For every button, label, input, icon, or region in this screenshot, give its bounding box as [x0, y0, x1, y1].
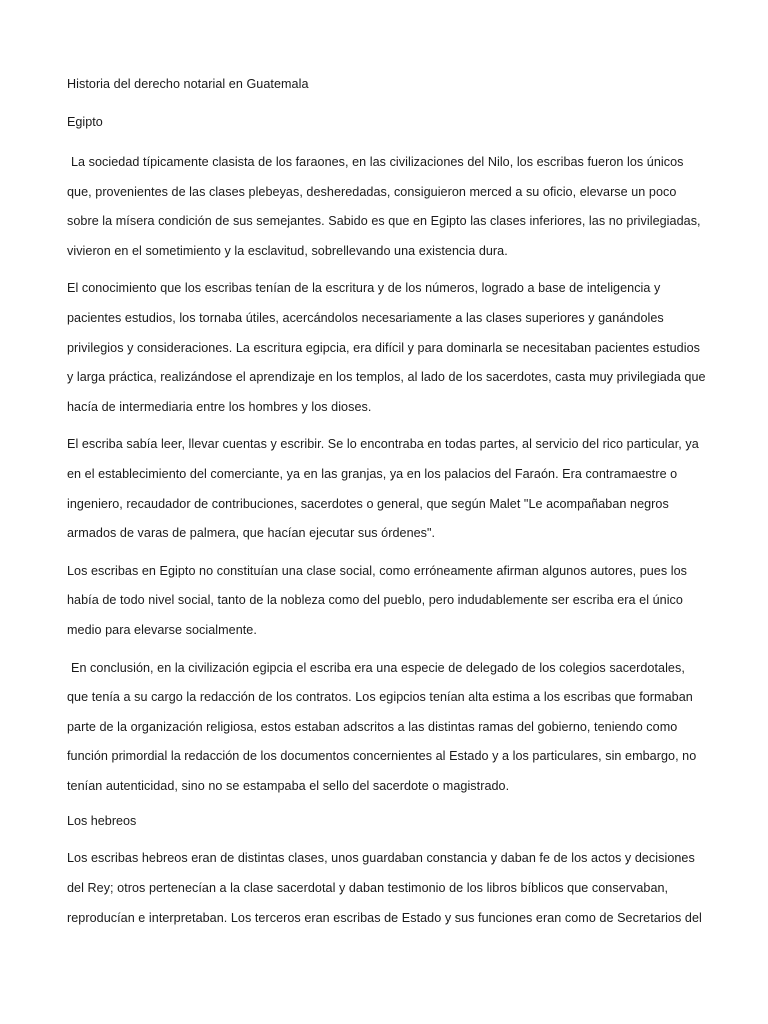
- section-heading-egipto: Egipto: [67, 115, 103, 129]
- paragraph: El escriba sabía leer, llevar cuentas y escribir. Se lo encontraba en todas partes, al servicio del rico particular, ya en el establecimiento del comerciante, ya en las granjas, ya en los palacios del Faraón. Era contramaestre o ingeniero, recaudador de contribuciones, sacerdotes o general, que según Malet "Le acompañaban negros armados de varas de palmera, que hacían ejecutar sus órdenes".: [67, 437, 699, 541]
- paragraph: El conocimiento que los escribas tenían de la escritura y de los números, logrado a base de inteligencia y pacientes estudios, los tornaba útiles, acercándolos necesariamente a las clases superiores y ganándoles privilegios y consideraciones. La escritura egipcia, era difícil y para dominarla se necesitaban pacientes estudios y larga práctica, realizándose el aprendizaje en los templos, al lado de los sacerdotes, casta muy privilegiada que hacía de intermediaria entre los hombres y los dioses.: [67, 281, 706, 414]
- paragraph: Los escribas en Egipto no constituían una clase social, como erróneamente afirman algunos autores, pues los había de todo nivel social, tanto de la nobleza como del pueblo, pero indudablemente ser escriba era el único medio para elevarse socialmente.: [67, 563, 688, 637]
- paragraph: Los escribas hebreos eran de distintas clases, unos guardaban constancia y daban fe de los actos y decisiones del Rey; otros pertenecían a la clase sacerdotal y daban testimonio de los libros bíblicos que conservaban, reproducían e interpretaban. Los terceros eran escribas de Estado y sus funciones eran como de Secretarios del: [67, 851, 702, 925]
- section-heading-hebreos: Los hebreos: [67, 814, 137, 829]
- paragraph: La sociedad típicamente clasista de los faraones, en las civilizaciones del Nilo, los escribas fueron los únicos que, provenientes de las clases plebeyas, desheredadas, consiguieron merced a su oficio, elevarse un poco sobre la mísera condición de sus semejantes. Sabido es que en Egipto las clases inferiores, las no privilegiadas, vivieron en el sometimiento y la esclavitud, sobrellevando una existencia dura.: [67, 155, 701, 258]
- document-title: Historia del derecho notarial en Guatemala: [67, 77, 309, 91]
- paragraph: En conclusión, en la civilización egipcia el escriba era una especie de delegado de los colegios sacerdotales, que tenía a su cargo la redacción de los contratos. Los egipcios tenían alta estima a los escribas que formaban parte de la organización religiosa, estos estaban adscritos a las distintas ramas del gobierno, teniendo como función primordial la redacción de los documentos concernientes al Estado y a los particulares, sin embargo, no tenían autenticidad, sino no se estampaba el sello del sacerdote o magistrado.: [67, 660, 697, 793]
